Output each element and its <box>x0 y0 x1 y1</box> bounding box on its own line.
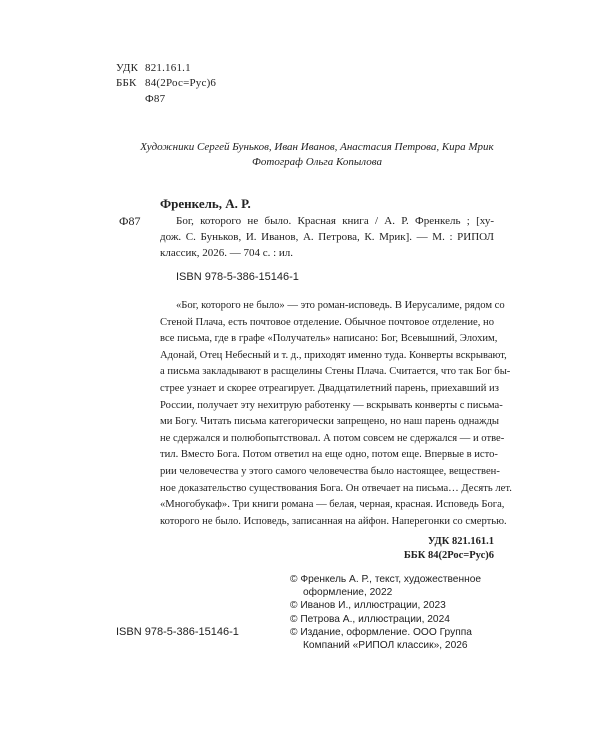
copyright-line-continued: оформление, 2022 <box>303 587 393 599</box>
bib-line: дож. С. Буньков, И. Иванов, А. Петрова, К. Мрик]. — М. : РИПОЛ <box>160 231 494 243</box>
annotation-line: все письма, где в графе «Получатель» написано: Бог, Всевышний, Элохим, <box>160 333 498 345</box>
annotation-line: России, получает эту нехитрую работенку — вскрывать конверты с письма- <box>160 399 503 411</box>
copyright-line: © Издание, оформление. ООО Группа <box>290 626 472 638</box>
copyright-line: © Петрова А., иллюстрации, 2024 <box>290 613 450 625</box>
udk-line <box>116 61 191 76</box>
copyright-line: © Френкель А. Р., текст, художественное <box>290 574 482 585</box>
annotation-line: стрее узнает и скорее отреагирует. Двадцатилетний парень, приехавший из <box>160 382 499 394</box>
left-code: Ф87 <box>119 214 141 228</box>
photographer-credit: Фотограф Ольга Копылова <box>252 156 382 168</box>
udk-value: 821.161.1 <box>145 62 191 74</box>
annotation-line: «Бог, которого не было» — это роман-исповедь. В Иерусалиме, рядом со <box>176 300 505 311</box>
copyright-line-continued: Компаний «РИПОЛ классик», 2026 <box>303 640 468 652</box>
bbk-value: 84(2Рос=Рус)6 <box>145 77 217 89</box>
annotation-line: рии человечества у этого самого человечества было настоящее, веществен- <box>160 465 500 477</box>
bbk-label: ББК <box>116 77 137 89</box>
annotation-line: «Многобукаф». Три книги романа — белая, черная, красная. Исповедь Бога, <box>160 499 505 511</box>
bbk-line <box>116 76 216 91</box>
annotation-line: ное доказательство существования Бога. Он отвечает на письма… Десять лет. <box>160 482 512 494</box>
annotation-line: Адонай, Отец Небесный и т. д., приходят именно туда. Конверты вскрывают, <box>160 349 507 361</box>
credits <box>110 140 524 170</box>
bbk-code: ББК 84(2Рос=Рус)6 <box>403 550 494 561</box>
bib-line: Бог, которого не было. Красная книга / А. Р. Френкель ; [ху- <box>176 215 494 227</box>
classification-codes <box>394 535 494 563</box>
bottom-isbn: ISBN 978-5-386-15146-1 <box>116 626 239 638</box>
annotation-line: тил. Вместо Бога. Потом ответил на еще одно, потом еще. Впервые в исто- <box>160 449 498 461</box>
annotation-line: Стеной Плача, есть почтовое отделение. Обычное почтовое отделение, но <box>160 316 494 328</box>
udk-code: УДК 821.161.1 <box>427 536 494 547</box>
artists-credit: Художники Сергей Буньков, Иван Иванов, Анастасия Петрова, Кира Мрик <box>140 141 494 153</box>
author-heading: Френкель, А. Р. <box>160 196 251 211</box>
udk-label: УДК <box>116 62 139 74</box>
annotation-line: которого не было. Исповедь, записанная на айфон. Наперегонки со смертью. <box>160 515 507 527</box>
catalog-isbn: ISBN 978-5-386-15146-1 <box>176 271 299 283</box>
copyright-block <box>290 573 510 652</box>
bib-line: классик, 2026. — 704 с. : ил. <box>160 247 294 259</box>
annotation <box>160 298 512 530</box>
annotation-line: а письма закладывают в расщелины Стены Плача. Считается, что так Бог бы- <box>160 366 511 378</box>
bibliographic-description <box>160 213 494 261</box>
annotation-line: ми Богу. Читать письма категорически запрещено, но наш парень однажды <box>160 416 499 428</box>
author-mark: Ф87 <box>145 93 166 105</box>
annotation-line: не сдержался и полюбопытствовал. А потом совсем не сдержался — и отве- <box>160 432 505 444</box>
copyright-line: © Иванов И., иллюстрации, 2023 <box>290 600 446 612</box>
